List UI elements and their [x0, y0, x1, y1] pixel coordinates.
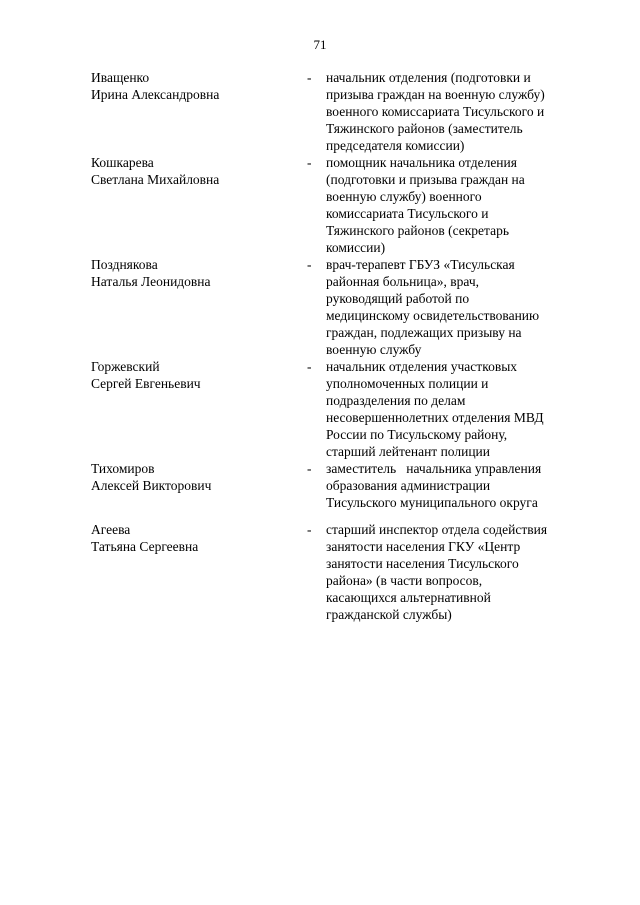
- position-line: помощник начальника отделения: [326, 155, 517, 170]
- member-surname: Кошкарева: [91, 155, 154, 170]
- member-surname: Иващенко: [91, 70, 150, 85]
- position-line: занятости населения ГКУ «Центр: [326, 539, 521, 554]
- member-position: [326, 256, 581, 358]
- position-line: медицинскому освидетельствованию: [326, 308, 540, 323]
- member-surname: Позднякова: [91, 257, 158, 272]
- position-line: председателя комиссии): [326, 138, 465, 153]
- member-name: [91, 154, 301, 188]
- position-line: призыва граждан на военную службу): [326, 87, 545, 102]
- position-line: военную службу) военного: [326, 189, 482, 204]
- position-line: гражданской службы): [326, 607, 452, 622]
- position-line: военного комиссариата Тисульского и: [326, 104, 545, 119]
- position-line: начальник отделения участковых: [326, 359, 518, 374]
- member-given-names: Татьяна Сергеевна: [91, 539, 199, 554]
- separator-dash: -: [307, 461, 312, 476]
- position-line: военную службу: [326, 342, 422, 357]
- member-entry: [91, 154, 581, 256]
- separator-dash: -: [307, 155, 312, 170]
- position-line: руководящий работой по: [326, 291, 470, 306]
- position-line: (подготовки и призыва граждан на: [326, 172, 525, 187]
- member-entry: [91, 521, 581, 623]
- member-name: [91, 256, 301, 290]
- member-name: [91, 69, 301, 103]
- position-line: уполномоченных полиции и: [326, 376, 489, 391]
- position-line: России по Тисульскому району,: [326, 427, 508, 442]
- position-line: старший инспектор отдела содействия: [326, 522, 548, 537]
- position-line: образования администрации: [326, 478, 491, 493]
- separator-dash: -: [307, 70, 312, 85]
- separator-dash: -: [307, 359, 312, 374]
- member-given-names: Ирина Александровна: [91, 87, 220, 102]
- entry-spacer: [91, 511, 581, 521]
- member-given-names: Сергей Евгеньевич: [91, 376, 201, 391]
- position-line: районная больница», врач,: [326, 274, 479, 289]
- position-line: заместитель начальника управления: [326, 461, 542, 476]
- member-entry: [91, 69, 581, 154]
- member-name: [91, 460, 301, 494]
- commission-members-list: [91, 69, 581, 623]
- member-surname: Тихомиров: [91, 461, 155, 476]
- member-name: [91, 521, 301, 555]
- member-given-names: Алексей Викторович: [91, 478, 212, 493]
- position-line: граждан, подлежащих призыву на: [326, 325, 522, 340]
- member-entry: [91, 256, 581, 358]
- member-surname: Агеева: [91, 522, 131, 537]
- position-line: несовершеннолетних отделения МВД: [326, 410, 544, 425]
- member-position: [326, 69, 581, 154]
- separator-dash: -: [307, 522, 312, 537]
- member-position: [326, 460, 581, 511]
- position-line: комиссии): [326, 240, 386, 255]
- page-number: 71: [313, 37, 327, 52]
- member-entry: [91, 358, 581, 460]
- member-given-names: Светлана Михайловна: [91, 172, 220, 187]
- position-line: врач-терапевт ГБУЗ «Тисульская: [326, 257, 515, 272]
- position-line: района» (в части вопросов,: [326, 573, 483, 588]
- member-surname: Горжевский: [91, 359, 160, 374]
- member-name: [91, 358, 301, 392]
- member-position: [326, 521, 581, 623]
- position-line: касающихся альтернативной: [326, 590, 491, 605]
- member-position: [326, 154, 581, 256]
- member-given-names: Наталья Леонидовна: [91, 274, 211, 289]
- separator-dash: -: [307, 257, 312, 272]
- position-line: комиссариата Тисульского и: [326, 206, 489, 221]
- position-line: подразделения по делам: [326, 393, 466, 408]
- member-entry: [91, 460, 581, 511]
- position-line: Тяжинского районов (заместитель: [326, 121, 523, 136]
- position-line: занятости населения Тисульского: [326, 556, 519, 571]
- position-line: Тисульского муниципального округа: [326, 495, 538, 510]
- member-position: [326, 358, 581, 460]
- position-line: старший лейтенант полиции: [326, 444, 491, 459]
- position-line: начальник отделения (подготовки и: [326, 70, 531, 85]
- position-line: Тяжинского районов (секретарь: [326, 223, 510, 238]
